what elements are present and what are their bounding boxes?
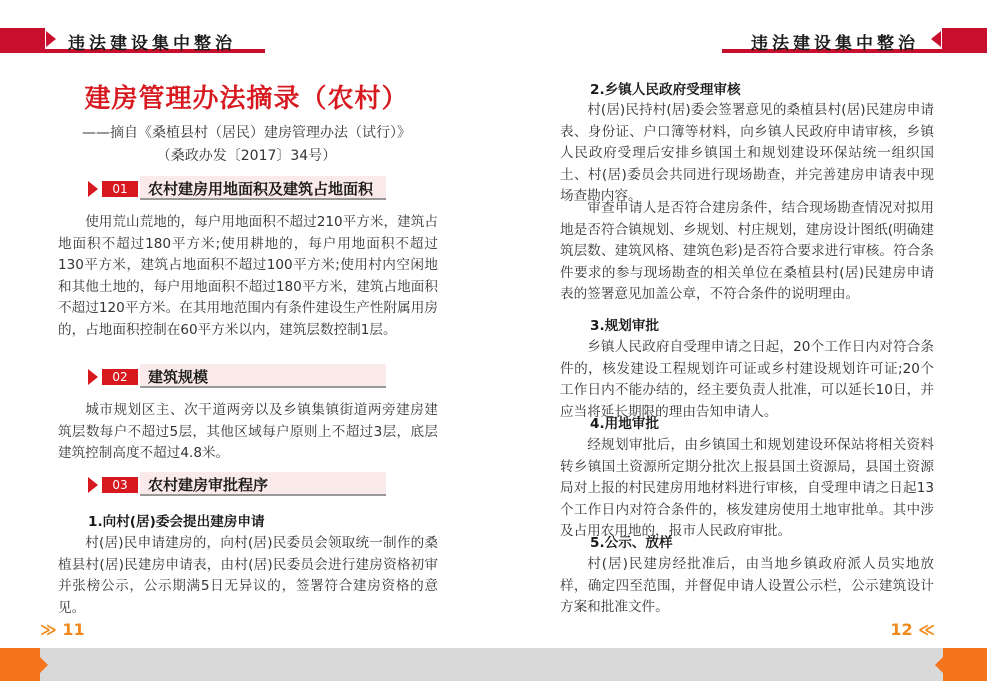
section-heading-01 — [88, 176, 388, 202]
step-4-text: 经规划审批后，由乡镇国土和规划建设环保站将相关资料转乡镇国土资源所定期分批次上报县国土资源局，县国土资源局对上报的村民建房用地材料进行审核，自受理申请之日起13个工作日内对符合条件的，核发建房使用土地审批单。其中涉及占用农用地的，报市人民政府审批。 — [560, 437, 934, 539]
step-1-title: 1.向村(居)委会提出建房申请 — [88, 514, 265, 530]
header-arrow-icon — [46, 31, 56, 47]
footer-left-tab — [0, 648, 40, 681]
step-3-text: 乡镇人民政府自受理申请之日起，20个工作日内对符合条件的，核发建设工程规划许可证或乡村建设规划许可证;20个工作日内不能办结的，经主要负责人批准，可以延长10日，并应当将延长期限的理由告知申请人。 — [560, 339, 934, 420]
step-2-text-1: 村(居)民持村(居)委会签署意见的桑植县村(居)民建房申请表、身份证、户口簿等材料，向乡镇人民政府申请审核，乡镇人民政府受理后安排乡镇国土和规划建设环保站统一组织国土、村(居)委员会共同进行现场勘查，并完善建房申请表中现场查勘内容。 — [560, 102, 934, 204]
step-5-text: 村(居)民建房经批准后，由当地乡镇政府派人员实地放样，确定四至范围，并督促申请人设置公示栏，公示建筑设计方案和批准文件。 — [560, 556, 934, 615]
page-number-left: ≫ 11 — [40, 620, 85, 639]
section-title: 建筑规模 — [148, 368, 209, 386]
section-number: 01 — [102, 181, 138, 197]
header-arrow-icon — [931, 31, 941, 47]
step-3-title: 3.规划审批 — [590, 318, 659, 334]
step-4-title: 4.用地审批 — [590, 416, 659, 432]
footer-right-tab — [943, 648, 987, 681]
double-chevron-right-icon: ≫ — [40, 620, 57, 639]
section-number: 02 — [102, 369, 138, 385]
source-line: ——摘自《桑植县村（居民）建房管理办法（试行）》 — [82, 125, 411, 141]
paragraph-building-scale: 城市规划区主、次干道两旁以及乡镇集镇街道两旁建房建筑层数每户不超过5层，其他区域每户原则上不超过3层，底层建筑控制高度不超过4.8米。 — [58, 402, 438, 461]
double-chevron-left-icon: ≪ — [918, 620, 935, 639]
section-number: 03 — [102, 477, 138, 493]
document-number: （桑政办发〔2017〕34号） — [156, 148, 337, 164]
section-title: 农村建房用地面积及建筑占地面积 — [148, 180, 374, 198]
left-page — [0, 0, 493, 681]
step-1-text: 村(居)民申请建房的，向村(居)民委员会领取统一制作的桑植县村(居)民建房申请表，由村(居)民委员会进行建房资格初审并张榜公示，公示期满5日无异议的，签署符合建房资格的意见。 — [58, 535, 438, 616]
page-title: 建房管理办法摘录（农村） — [84, 84, 409, 114]
right-header-bar — [722, 28, 987, 54]
right-page — [494, 0, 987, 681]
header-title: 违法建设集中整治 — [68, 34, 236, 54]
header-title: 违法建设集中整治 — [751, 34, 919, 54]
section-heading-02 — [88, 364, 388, 390]
step-2-title: 2.乡镇人民政府受理审核 — [590, 82, 741, 98]
page-number-right: 12 ≪ — [890, 620, 935, 639]
step-5-title: 5.公示、放样 — [590, 535, 673, 551]
step-2-text-2: 审查申请人是否符合建房条件，结合现场勘查情况对拟用地是否符合镇规划、乡规划、村庄规划，建房设计图纸(明确建筑层数、建筑风格、建筑色彩)是否符合要求进行审核。符合条件要求的参与现场勘查的相关单位在桑植县村(居)民建房申请表的签署意见加盖公章，不符合条件的说明理由。 — [560, 200, 934, 302]
section-heading-03 — [88, 472, 388, 498]
left-header-bar — [0, 28, 265, 54]
section-title: 农村建房审批程序 — [148, 476, 269, 494]
footer-band — [0, 648, 987, 681]
paragraph-land-area: 使用荒山荒地的，每户用地面积不超过210平方米，建筑占地面积不超过180平方米;使用耕地的，每户用地面积不超过130平方米，建筑占地面积不超过100平方米;使用村内空闲地和其他土地的，每户用地面积不超过180平方米，建筑占地面积不超过120平方米。在其用地范围内有条件建设生产性附属用房的，占地面积控制在60平方米以内，建筑层数控制1层。 — [58, 214, 438, 338]
